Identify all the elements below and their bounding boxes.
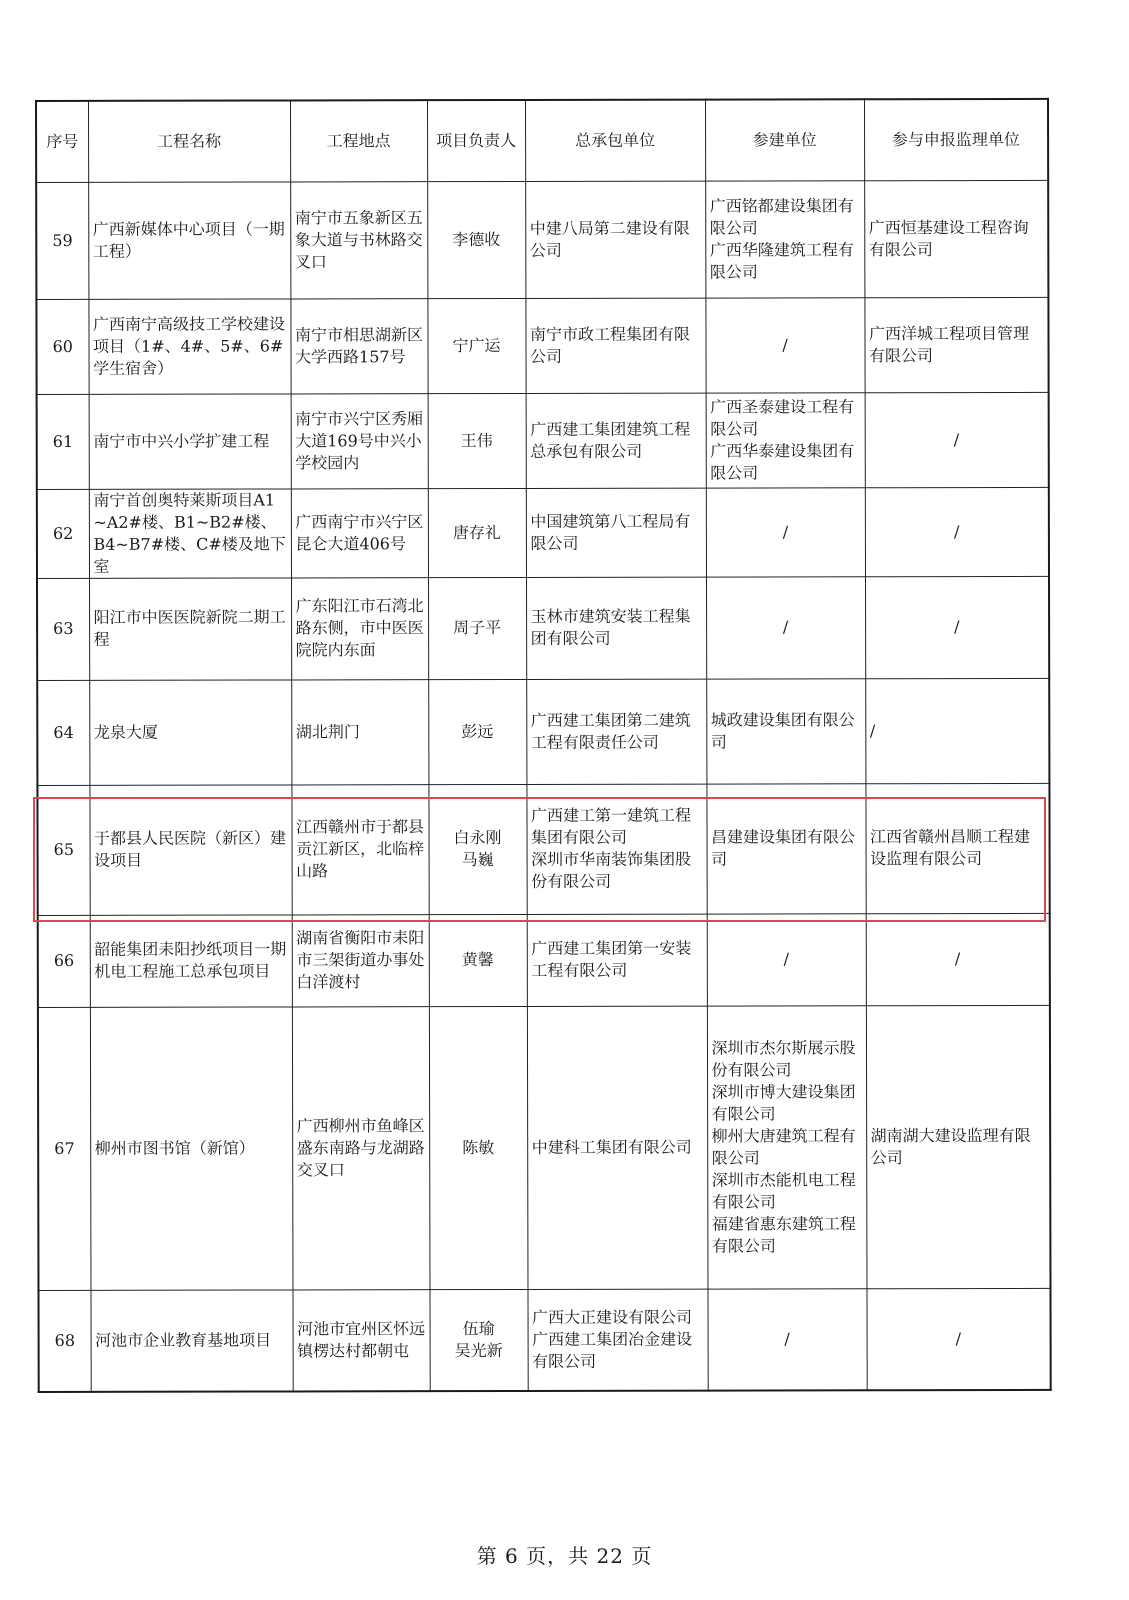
row-location: 湖北荆门 — [291, 679, 428, 784]
row-no: 65 — [37, 785, 89, 915]
row-contractor-line: 中国建筑第八工程局有限公司 — [530, 511, 691, 553]
row-manager — [428, 784, 526, 914]
row-manager-line: 吴光新 — [454, 1340, 503, 1360]
row-manager-line: 黄馨 — [461, 950, 494, 970]
row-contractor — [527, 1289, 707, 1391]
table-row — [37, 678, 1049, 785]
row-participants — [706, 678, 865, 783]
footer-prefix: 第 — [476, 1544, 498, 1568]
row-project-name: 广西南宁高级技工学校建设项目（1#、4#、5#、6#学生宿舍） — [88, 298, 290, 393]
row-manager-line: 李德收 — [452, 229, 501, 249]
row-participants — [705, 297, 864, 392]
row-location: 湖南省衡阳市耒阳市三架街道办事处白洋渡村 — [292, 914, 429, 1006]
row-contractor — [526, 679, 706, 784]
row-contractor-line: 广西大正建设有限公司 — [532, 1307, 693, 1327]
row-manager — [428, 488, 526, 577]
table-row — [38, 1005, 1051, 1290]
row-participants — [706, 487, 865, 576]
row-project-name: 韶能集团耒阳抄纸项目一期机电工程施工总承包项目 — [90, 914, 292, 1006]
row-manager-line: 白永刚 — [453, 828, 502, 848]
row-manager-line: 王伟 — [460, 430, 493, 450]
header-project-name: 工程名称 — [88, 100, 290, 181]
row-location: 南宁市相思湖新区大学西路157号 — [290, 298, 427, 393]
row-participants-line: 昌建建设集团有限公司 — [711, 827, 856, 869]
row-participants — [706, 392, 865, 487]
row-manager — [429, 1289, 527, 1391]
row-no: 63 — [37, 578, 89, 680]
row-participants — [706, 576, 865, 678]
row-no: 60 — [36, 299, 88, 394]
row-location: 广西南宁市兴宁区昆仑大道406号 — [291, 488, 428, 577]
row-contractor-line: 广西建工集团第二建筑工程有限责任公司 — [530, 710, 691, 752]
row-contractor — [526, 393, 706, 488]
row-participants-line: 广西华隆建筑工程有限公司 — [709, 239, 854, 282]
row-contractor-line: 南宁市政工程集团有限公司 — [529, 324, 691, 366]
header-participants: 参建单位 — [705, 99, 864, 180]
header-no: 序号 — [36, 101, 88, 182]
page-footer — [0, 1540, 1129, 1569]
row-contractor-line: 广西建工集团冶金建设有限公司 — [532, 1329, 693, 1371]
row-participants-line: / — [784, 1329, 790, 1349]
row-participants-line: 广西圣泰建设工程有限公司 — [710, 396, 855, 439]
row-manager — [428, 577, 526, 679]
row-participants — [707, 1288, 866, 1390]
table-row — [37, 392, 1049, 489]
row-no: 64 — [37, 680, 89, 785]
footer-total-pages: 22 — [596, 1544, 624, 1568]
row-supervisor: / — [865, 678, 1049, 783]
row-no: 61 — [37, 394, 89, 489]
row-supervisor: / — [866, 1288, 1050, 1390]
project-table — [35, 98, 1052, 1393]
row-manager-line: 唐存礼 — [452, 522, 501, 542]
row-no: 68 — [38, 1290, 90, 1392]
row-manager — [428, 393, 526, 488]
row-manager-line: 陈敏 — [462, 1137, 495, 1157]
row-contractor-line: 中建科工集团有限公司 — [531, 1137, 692, 1157]
row-supervisor: 广西恒基建设工程咨询有限公司 — [864, 180, 1048, 297]
row-contractor-line: 广西建工集团建筑工程总承包有限公司 — [530, 419, 691, 461]
row-project-name: 阳江市中医医院新院二期工程 — [89, 577, 291, 679]
row-supervisor: / — [865, 576, 1049, 678]
header-supervisor: 参与申报监理单位 — [864, 99, 1048, 180]
row-supervisor: 湖南湖大建设监理有限公司 — [866, 1005, 1051, 1288]
row-project-name: 柳州市图书馆（新馆） — [90, 1006, 293, 1289]
row-participants-line: / — [782, 334, 788, 354]
row-manager — [429, 1006, 528, 1289]
row-participants-line: 广西铭都建设集团有限公司 — [709, 195, 854, 238]
row-manager-line: 宁广运 — [452, 335, 501, 355]
row-contractor-line: 玉林市建筑安装工程集团有限公司 — [530, 606, 691, 648]
table-row — [36, 297, 1048, 394]
row-supervisor: 江西省赣州昌顺工程建设监理有限公司 — [865, 783, 1049, 913]
row-contractor-line: 广西建工第一建筑工程集团有限公司 — [530, 805, 692, 847]
row-contractor-line: 中建八局第二建设有限公司 — [529, 218, 690, 260]
row-manager — [427, 181, 525, 298]
row-participants-line: 福建省惠东建筑工程有限公司 — [711, 1213, 856, 1256]
table-row — [38, 913, 1050, 1007]
row-contractor — [526, 577, 706, 679]
row-contractor — [527, 914, 707, 1006]
row-manager-line: 周子平 — [453, 618, 502, 638]
table-row — [38, 1288, 1050, 1392]
row-manager — [429, 914, 527, 1006]
row-participants — [707, 1005, 867, 1288]
row-location: 河池市宜州区怀远镇楞达村都朝屯 — [292, 1289, 429, 1391]
row-participants-line: / — [782, 617, 789, 637]
row-manager-line: 彭远 — [461, 721, 494, 741]
row-project-name: 南宁首创奥特莱斯项目A1~A2#楼、B1~B2#楼、B4~B7#楼、C#楼及地下室 — [89, 488, 291, 577]
row-participants — [707, 913, 866, 1005]
row-participants-line: / — [783, 949, 790, 969]
row-contractor — [525, 181, 705, 298]
row-participants — [706, 783, 865, 913]
row-contractor — [527, 1006, 708, 1289]
row-participants — [705, 180, 864, 297]
row-participants-line: 柳州大唐建筑工程有限公司 — [711, 1125, 856, 1168]
row-participants-line: / — [782, 521, 789, 541]
row-participants-line: 深圳市博大建设集团有限公司 — [711, 1081, 856, 1124]
row-location: 广西柳州市鱼峰区盛东南路与龙湖路交叉口 — [292, 1006, 430, 1289]
project-table-sheet — [35, 98, 1050, 1432]
row-participants-line: 深圳市杰能机电工程有限公司 — [711, 1169, 856, 1212]
row-participants-line: 城政建设集团有限公司 — [710, 709, 855, 752]
row-participants-line: 深圳市杰尔斯展示股份有限公司 — [711, 1037, 856, 1080]
row-location: 南宁市五象新区五象大道与书林路交叉口 — [290, 181, 427, 298]
row-location: 江西赣州市于都县贡江新区，北临梓山路 — [291, 784, 428, 914]
row-manager — [427, 298, 525, 393]
row-contractor — [526, 784, 706, 914]
table-header-row — [36, 99, 1048, 182]
row-manager-line: 马巍 — [461, 850, 494, 870]
table-row — [36, 180, 1048, 299]
row-supervisor: / — [866, 913, 1050, 1005]
row-manager — [428, 679, 526, 784]
row-supervisor: 广西洋城工程项目管理有限公司 — [864, 297, 1048, 392]
row-no: 67 — [38, 1007, 91, 1290]
row-project-name: 广西新媒体中心项目（一期工程） — [88, 181, 290, 298]
row-manager-line: 伍瑜 — [462, 1318, 495, 1338]
row-supervisor: / — [865, 487, 1049, 576]
row-project-name: 河池市企业教育基地项目 — [90, 1289, 292, 1391]
row-no: 62 — [37, 489, 89, 578]
row-contractor-line: 深圳市华南装饰集团股份有限公司 — [531, 849, 692, 891]
row-no: 59 — [36, 182, 88, 299]
footer-page-number: 6 — [505, 1544, 519, 1568]
table-row — [37, 487, 1049, 578]
row-project-name: 龙泉大厦 — [89, 679, 291, 784]
row-supervisor: / — [865, 392, 1049, 487]
table-row — [37, 783, 1049, 915]
row-no: 66 — [38, 915, 90, 1007]
footer-mid: 页，共 — [526, 1544, 590, 1568]
table-row — [37, 576, 1049, 680]
row-project-name: 南宁市中兴小学扩建工程 — [89, 393, 291, 488]
header-contractor: 总承包单位 — [525, 100, 705, 181]
header-manager: 项目负责人 — [427, 100, 525, 181]
footer-suffix: 页 — [631, 1544, 653, 1568]
header-location: 工程地点 — [290, 100, 427, 181]
row-participants-line: 广西华泰建设集团有限公司 — [710, 440, 855, 483]
row-contractor-line: 广西建工集团第一安装工程有限公司 — [531, 938, 692, 980]
row-project-name: 于都县人民医院（新区）建设项目 — [89, 784, 291, 914]
row-location: 南宁市兴宁区秀厢大道169号中兴小学校园内 — [291, 393, 428, 488]
row-contractor — [525, 298, 705, 393]
row-contractor — [526, 488, 706, 577]
row-location: 广东阳江市石湾北路东侧，市中医医院院内东面 — [291, 577, 428, 679]
